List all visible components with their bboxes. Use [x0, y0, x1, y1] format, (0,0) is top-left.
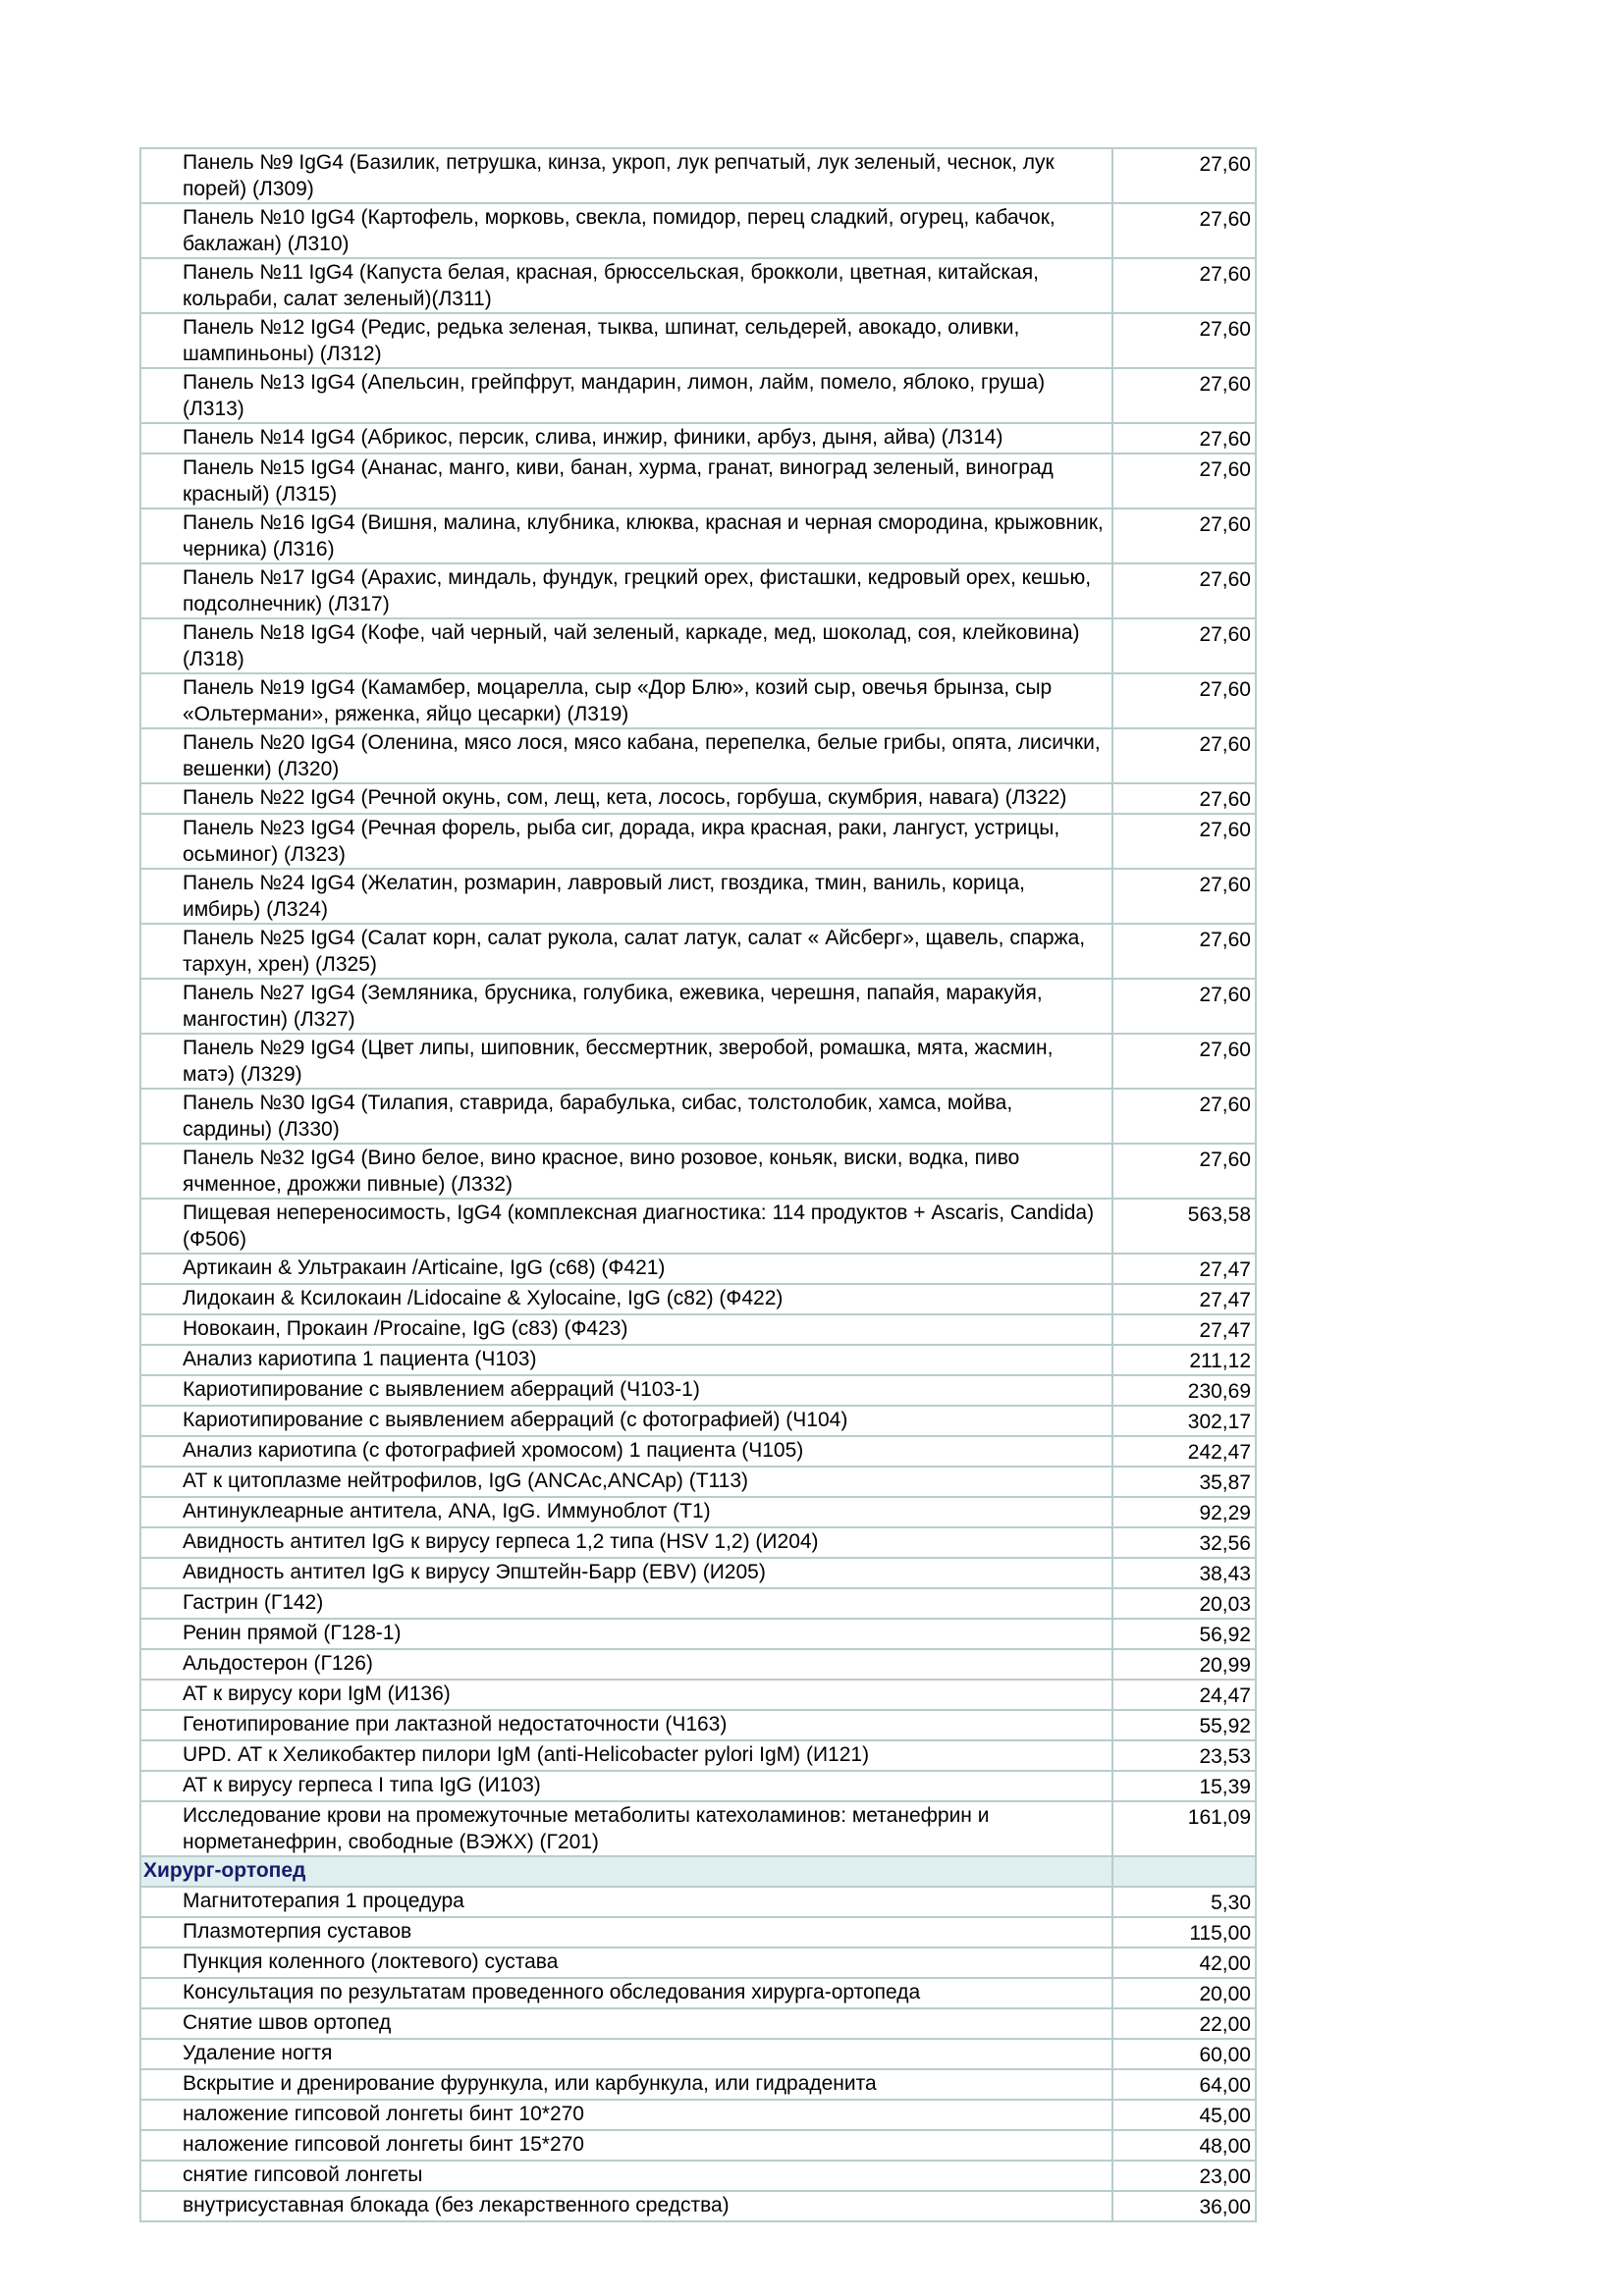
service-price: 20,00 — [1112, 1978, 1256, 2008]
service-price: 64,00 — [1112, 2069, 1256, 2100]
service-name: Авидность антител IgG к вирусу герпеса 1,2 типа (HSV 1,2) (И204) — [140, 1527, 1112, 1558]
service-price: 161,09 — [1112, 1801, 1256, 1856]
service-name: Анализ кариотипа (с фотографией хромосом) 1 пациента (Ч105) — [140, 1436, 1112, 1467]
table-row — [140, 728, 1256, 783]
table-row — [140, 313, 1256, 368]
service-price: 38,43 — [1112, 1558, 1256, 1588]
service-price: 32,56 — [1112, 1527, 1256, 1558]
service-price: 36,00 — [1112, 2191, 1256, 2221]
table-row — [140, 1034, 1256, 1089]
service-name: Вскрытие и дренирование фурункула, или карбункула, или гидраденита — [140, 2069, 1112, 2100]
service-name: Лидокаин & Ксилокаин /Lidocaine & Xylocaine, IgG (c82) (Ф422) — [140, 1284, 1112, 1314]
service-price: 22,00 — [1112, 2008, 1256, 2039]
service-name: Удаление ногтя — [140, 2039, 1112, 2069]
service-name: Плазмотерпия суставов — [140, 1917, 1112, 1948]
table-row — [140, 1771, 1256, 1801]
table-row — [140, 1588, 1256, 1619]
table-row — [140, 673, 1256, 728]
service-name: Панель №29 IgG4 (Цвет липы, шиповник, бессмертник, зверобой, ромашка, мята, жасмин, матэ) (Л329) — [140, 1034, 1112, 1089]
table-row — [140, 1144, 1256, 1199]
service-price: 27,60 — [1112, 258, 1256, 313]
service-name: Артикаин & Ультракаин /Articaine, IgG (c68) (Ф421) — [140, 1254, 1112, 1284]
service-name: Альдостерон (Г126) — [140, 1649, 1112, 1680]
table-row — [140, 1089, 1256, 1144]
table-row — [140, 1375, 1256, 1406]
service-price: 27,60 — [1112, 148, 1256, 203]
service-name: снятие гипсовой лонгеты — [140, 2161, 1112, 2191]
service-name: Панель №16 IgG4 (Вишня, малина, клубника, клюква, красная и черная смородина, крыжовник, черника) (Л316) — [140, 508, 1112, 563]
service-price: 5,30 — [1112, 1887, 1256, 1917]
price-list-table — [139, 147, 1257, 2222]
table-row — [140, 258, 1256, 313]
table-row — [140, 1740, 1256, 1771]
table-row — [140, 1254, 1256, 1284]
service-name: Панель №32 IgG4 (Вино белое, вино красное, вино розовое, коньяк, виски, водка, пиво ячменное, дрожжи пивные) (Л332) — [140, 1144, 1112, 1199]
service-name: Кариотипирование с выявлением аберраций (с фотографией) (Ч104) — [140, 1406, 1112, 1436]
service-price: 115,00 — [1112, 1917, 1256, 1948]
service-name: наложение гипсовой лонгеты бинт 10*270 — [140, 2100, 1112, 2130]
service-name: Панель №30 IgG4 (Тилапия, ставрида, барабулька, сибас, толстолобик, хамса, мойва, сардины) (Л330) — [140, 1089, 1112, 1144]
service-name: Ренин прямой (Г128-1) — [140, 1619, 1112, 1649]
table-row — [140, 1284, 1256, 1314]
table-row — [140, 2039, 1256, 2069]
table-row — [140, 1948, 1256, 1978]
service-name: Авидность антител IgG к вирусу Эпштейн-Барр (EBV) (И205) — [140, 1558, 1112, 1588]
service-name: Панель №27 IgG4 (Земляника, брусника, голубика, ежевика, черешня, папайя, маракуйя, мангостин) (Л327) — [140, 979, 1112, 1034]
service-price: 42,00 — [1112, 1948, 1256, 1978]
service-price — [1112, 1856, 1256, 1887]
service-price: 56,92 — [1112, 1619, 1256, 1649]
service-name: Антинуклеарные антитела, ANA, IgG. Иммуноблот (Т1) — [140, 1497, 1112, 1527]
service-price: 27,47 — [1112, 1314, 1256, 1345]
service-name: Пункция коленного (локтевого) сустава — [140, 1948, 1112, 1978]
service-price: 27,60 — [1112, 454, 1256, 508]
service-name: Снятие швов ортопед — [140, 2008, 1112, 2039]
section-header-row — [140, 1856, 1256, 1887]
service-price: 27,60 — [1112, 368, 1256, 423]
service-price: 27,60 — [1112, 728, 1256, 783]
table-row — [140, 454, 1256, 508]
service-name: Анализ кариотипа 1 пациента (Ч103) — [140, 1345, 1112, 1375]
table-row — [140, 2069, 1256, 2100]
service-name: внутрисуставная блокада (без лекарственного средства) — [140, 2191, 1112, 2221]
service-name: Панель №15 IgG4 (Ананас, манго, киви, банан, хурма, гранат, виноград зеленый, виноград красный) (Л315) — [140, 454, 1112, 508]
service-price: 27,60 — [1112, 508, 1256, 563]
service-name: Генотипирование при лактазной недостаточности (Ч163) — [140, 1710, 1112, 1740]
service-name: Магнитотерапия 1 процедура — [140, 1887, 1112, 1917]
table-row — [140, 1527, 1256, 1558]
service-price: 27,60 — [1112, 618, 1256, 673]
service-name: Панель №14 IgG4 (Абрикос, персик, слива, инжир, финики, арбуз, дыня, айва) (Л314) — [140, 423, 1112, 454]
service-price: 27,60 — [1112, 563, 1256, 618]
service-name: Панель №19 IgG4 (Камамбер, моцарелла, сыр «Дор Блю», козий сыр, овечья брынза, сыр «Ольтермани», ряженка, яйцо цесарки) (Л319) — [140, 673, 1112, 728]
service-price: 27,60 — [1112, 924, 1256, 979]
service-price: 55,92 — [1112, 1710, 1256, 1740]
price-list-body — [140, 148, 1256, 2221]
service-name: АТ к цитоплазме нейтрофилов, IgG (ANCAc,ANCAp) (Т113) — [140, 1467, 1112, 1497]
table-row — [140, 1917, 1256, 1948]
service-name: Панель №18 IgG4 (Кофе, чай черный, чай зеленый, каркаде, мед, шоколад, соя, клейковина) (Л318) — [140, 618, 1112, 673]
service-price: 60,00 — [1112, 2039, 1256, 2069]
service-price: 211,12 — [1112, 1345, 1256, 1375]
service-name: Панель №20 IgG4 (Оленина, мясо лося, мясо кабана, перепелка, белые грибы, опята, лисички, вешенки) (Л320) — [140, 728, 1112, 783]
table-row — [140, 783, 1256, 814]
service-price: 45,00 — [1112, 2100, 1256, 2130]
service-name: Панель №13 IgG4 (Апельсин, грейпфрут, мандарин, лимон, лайм, помело, яблоко, груша) (Л313) — [140, 368, 1112, 423]
service-price: 27,60 — [1112, 423, 1256, 454]
service-price: 302,17 — [1112, 1406, 1256, 1436]
service-price: 23,00 — [1112, 2161, 1256, 2191]
table-row — [140, 1649, 1256, 1680]
table-row — [140, 2161, 1256, 2191]
table-row — [140, 1406, 1256, 1436]
service-name: Кариотипирование с выявлением аберраций (Ч103-1) — [140, 1375, 1112, 1406]
service-name: Панель №10 IgG4 (Картофель, морковь, свекла, помидор, перец сладкий, огурец, кабачок, баклажан) (Л310) — [140, 203, 1112, 258]
service-price: 27,60 — [1112, 1089, 1256, 1144]
table-row — [140, 508, 1256, 563]
table-row — [140, 148, 1256, 203]
table-row — [140, 2130, 1256, 2161]
table-row — [140, 203, 1256, 258]
service-name: Панель №23 IgG4 (Речная форель, рыба сиг, дорада, икра красная, раки, лангуст, устрицы, осьминог) (Л323) — [140, 814, 1112, 869]
service-name: Гастрин (Г142) — [140, 1588, 1112, 1619]
service-price: 15,39 — [1112, 1771, 1256, 1801]
table-row — [140, 1801, 1256, 1856]
table-row — [140, 1199, 1256, 1254]
service-price: 27,60 — [1112, 673, 1256, 728]
table-row — [140, 1978, 1256, 2008]
table-row — [140, 2008, 1256, 2039]
service-price: 23,53 — [1112, 1740, 1256, 1771]
table-row — [140, 924, 1256, 979]
service-name: Панель №12 IgG4 (Редис, редька зеленая, тыква, шпинат, сельдерей, авокадо, оливки, шампиньоны) (Л312) — [140, 313, 1112, 368]
table-row — [140, 1680, 1256, 1710]
service-name: АТ к вирусу герпеса I типа IgG (И103) — [140, 1771, 1112, 1801]
service-price: 92,29 — [1112, 1497, 1256, 1527]
service-name: Пищевая непереносимость, IgG4 (комплексная диагностика: 114 продуктов + Ascaris, Candida)(Ф506) — [140, 1199, 1112, 1254]
service-price: 27,60 — [1112, 783, 1256, 814]
table-row — [140, 2191, 1256, 2221]
table-row — [140, 1314, 1256, 1345]
service-price: 27,60 — [1112, 979, 1256, 1034]
service-price: 563,58 — [1112, 1199, 1256, 1254]
service-price: 27,60 — [1112, 1034, 1256, 1089]
table-row — [140, 1558, 1256, 1588]
service-price: 27,60 — [1112, 869, 1256, 924]
service-price: 230,69 — [1112, 1375, 1256, 1406]
table-row — [140, 563, 1256, 618]
service-name: UPD. АТ к Хеликобактер пилори IgM (anti-Helicobacter pylori IgM) (И121) — [140, 1740, 1112, 1771]
service-name: Панель №9 IgG4 (Базилик, петрушка, кинза, укроп, лук репчатый, лук зеленый, чеснок, лук порей) (Л309) — [140, 148, 1112, 203]
service-price: 27,60 — [1112, 313, 1256, 368]
table-row — [140, 1619, 1256, 1649]
service-name: АТ к вирусу кори IgM (И136) — [140, 1680, 1112, 1710]
service-price: 27,47 — [1112, 1254, 1256, 1284]
service-name: Панель №11 IgG4 (Капуста белая, красная, брюссельская, брокколи, цветная, китайская, кольраби, салат зеленый)(Л311) — [140, 258, 1112, 313]
service-price: 20,03 — [1112, 1588, 1256, 1619]
table-row — [140, 1467, 1256, 1497]
table-row — [140, 368, 1256, 423]
section-title: Хирург-ортопед — [140, 1856, 1112, 1887]
table-row — [140, 1497, 1256, 1527]
table-row — [140, 1887, 1256, 1917]
table-row — [140, 423, 1256, 454]
service-price: 35,87 — [1112, 1467, 1256, 1497]
service-name: Новокаин, Прокаин /Procaine, IgG (c83) (Ф423) — [140, 1314, 1112, 1345]
service-price: 27,60 — [1112, 814, 1256, 869]
service-price: 27,47 — [1112, 1284, 1256, 1314]
service-price: 48,00 — [1112, 2130, 1256, 2161]
table-row — [140, 814, 1256, 869]
service-name: Исследование крови на промежуточные метаболиты катехоламинов: метанефрин и норметанефрин, свободные (ВЭЖХ) (Г201) — [140, 1801, 1112, 1856]
service-name: Панель №22 IgG4 (Речной окунь, сом, лещ, кета, лосось, горбуша, скумбрия, навага) (Л322) — [140, 783, 1112, 814]
table-row — [140, 1710, 1256, 1740]
service-price: 242,47 — [1112, 1436, 1256, 1467]
service-name: Консультация по результатам проведенного обследования хирурга-ортопеда — [140, 1978, 1112, 2008]
service-name: наложение гипсовой лонгеты бинт 15*270 — [140, 2130, 1112, 2161]
service-price: 20,99 — [1112, 1649, 1256, 1680]
service-name: Панель №17 IgG4 (Арахис, миндаль, фундук, грецкий орех, фисташки, кедровый орех, кешью, подсолнечник) (Л317) — [140, 563, 1112, 618]
table-row — [140, 979, 1256, 1034]
table-row — [140, 869, 1256, 924]
service-price: 24,47 — [1112, 1680, 1256, 1710]
table-row — [140, 1436, 1256, 1467]
table-row — [140, 2100, 1256, 2130]
service-name: Панель №25 IgG4 (Салат корн, салат рукола, салат латук, салат « Айсберг», щавель, спаржа, тархун, хрен) (Л325) — [140, 924, 1112, 979]
table-row — [140, 1345, 1256, 1375]
service-price: 27,60 — [1112, 203, 1256, 258]
service-name: Панель №24 IgG4 (Желатин, розмарин, лавровый лист, гвоздика, тмин, ваниль, корица, имбирь) (Л324) — [140, 869, 1112, 924]
service-price: 27,60 — [1112, 1144, 1256, 1199]
table-row — [140, 618, 1256, 673]
